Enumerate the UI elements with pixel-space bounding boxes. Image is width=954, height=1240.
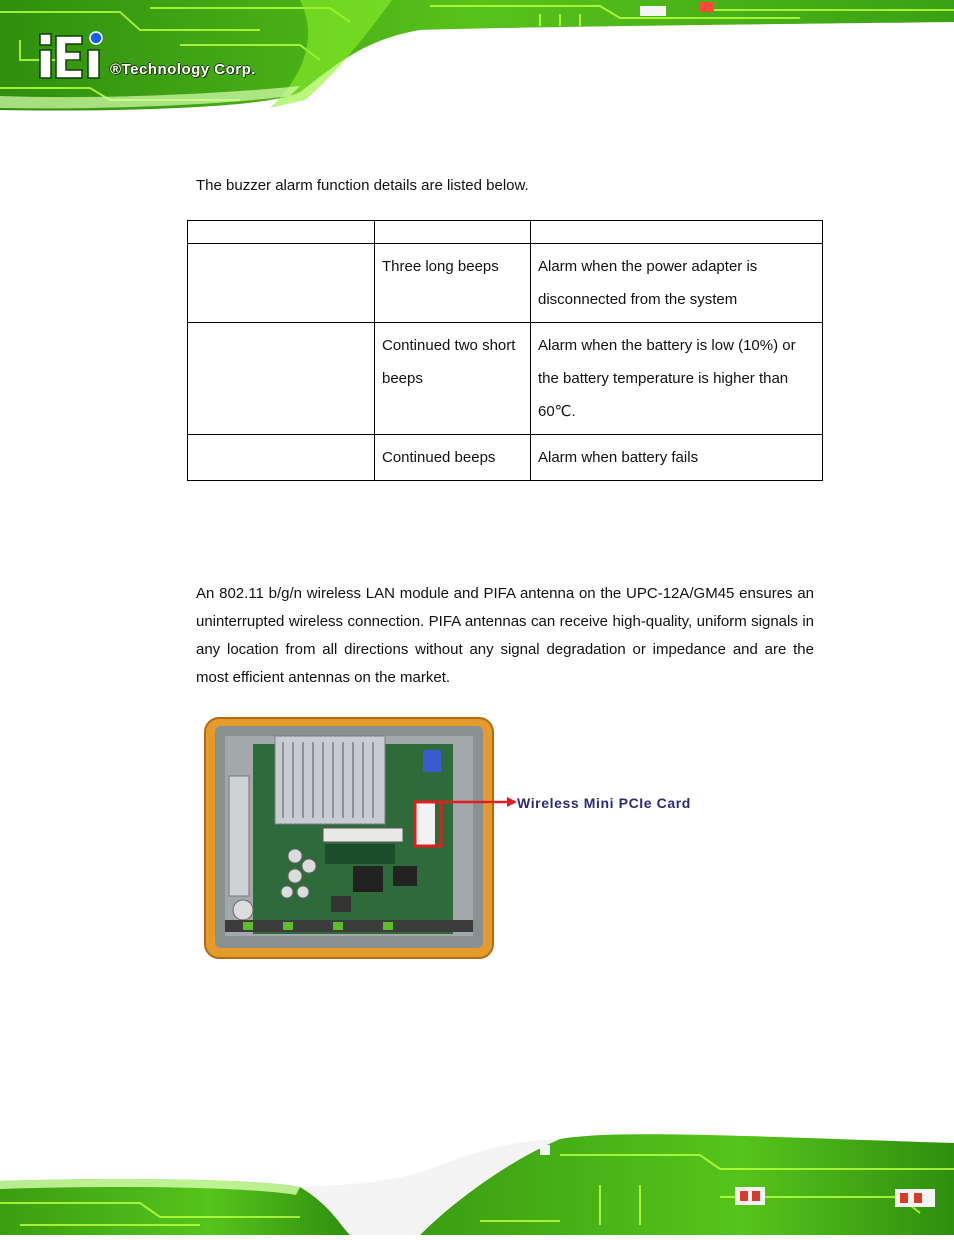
wireless-paragraph: An 802.11 b/g/n wireless LAN module and PIFA antenna on the UPC-12A/GM45 ensures an uninterrupted wireless connection. PIFA antennas can receive high-quality, uniform signals in any location from all directions without any signal degradation or impedance and are the most efficient antennas on the market. [196,585,814,686]
description-cell: Alarm when battery fails [531,435,823,481]
beep-cell: Continued two short beeps [375,323,531,435]
footer-pcb-graphic [0,1125,954,1235]
description-cell: Alarm when the power adapter is disconnected from the system [531,244,823,323]
event-cell [188,244,375,323]
table-header-row [188,221,823,244]
buzzer-alarm-table [187,220,823,481]
header-pcb-graphic [0,0,954,112]
table-row [188,435,823,481]
board-illustration [203,716,495,961]
footer-banner [0,1125,954,1235]
callout-label: Wireless Mini PCIe Card [517,795,691,811]
table-row [188,323,823,435]
callout-arrow-icon [441,795,521,809]
brand-name: ®Technology Corp. [110,61,256,78]
event-cell [188,435,375,481]
beep-cell: Continued beeps [375,435,531,481]
description-cell: Alarm when the battery is low (10%) or the battery temperature is higher than 60℃. [531,323,823,435]
board-photo [203,716,495,961]
beep-cell: Three long beeps [375,244,531,323]
event-cell [188,323,375,435]
table-header-cell [531,221,823,244]
header-banner [0,0,954,112]
table-header-cell [375,221,531,244]
intro-text: The buzzer alarm function details are listed below. [196,177,529,194]
table-row [188,244,823,323]
iei-logo [40,32,102,78]
table-header-cell [188,221,375,244]
